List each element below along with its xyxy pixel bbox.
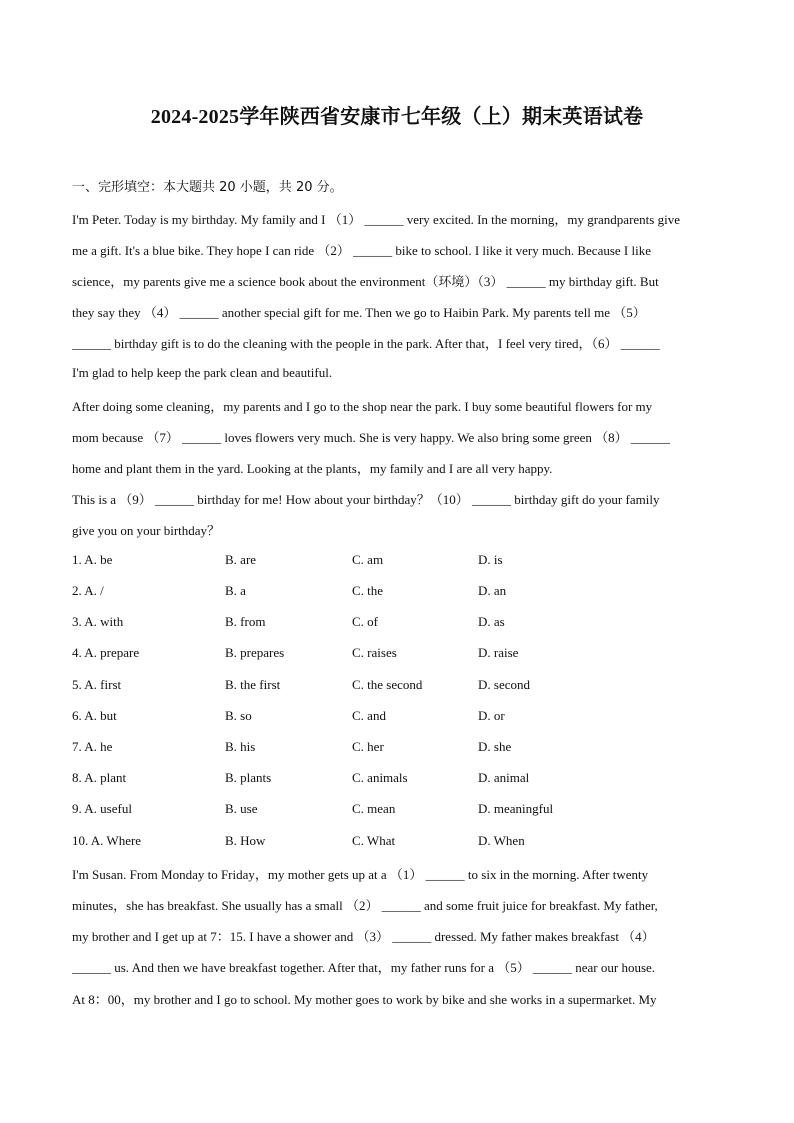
passage-line: me a gift. It's a blue bike. They hope I can ride （2） ______ bike to school. I like it very much. Because I like: [72, 243, 652, 258]
passage-line: science，my parents give me a science book about the environment（环境）（3） ______ my birthday gift. But: [72, 274, 659, 289]
option-d: D. as: [478, 614, 505, 629]
option-b: B. so: [225, 708, 252, 723]
passage-line: mom because （7） ______ loves flowers very much. She is very happy. We also bring some green （8） ______: [72, 430, 670, 445]
passage-line: I'm Susan. From Monday to Friday，my mother gets up at a （1） ______ to six in the morning. After twenty: [72, 867, 649, 882]
option-b: B. plants: [225, 770, 272, 785]
option-d: D. meaningful: [478, 801, 554, 816]
option-a: 1. A. be: [72, 552, 113, 567]
option-c: C. of: [352, 614, 378, 629]
passage-line: ______ birthday gift is to do the cleaning with the people in the park. After that，I feel very tired，（6） ______: [72, 336, 660, 351]
option-b: B. his: [225, 739, 256, 754]
option-a: 6. A. but: [72, 708, 117, 723]
passage-line: home and plant them in the yard. Looking at the plants，my family and I are all very happy.: [72, 461, 553, 476]
option-c: C. and: [352, 708, 386, 723]
option-d: D. is: [478, 552, 503, 567]
option-b: B. the first: [225, 677, 281, 692]
passage-line: my brother and I get up at 7：15. I have a shower and （3） ______ dressed. My father makes breakfast （4）: [72, 929, 655, 944]
option-c: C. raises: [352, 645, 397, 660]
option-c: C. What: [352, 833, 396, 848]
passage-line: they say they （4） ______ another special gift for me. Then we go to Haibin Park. My parents tell me （5）: [72, 305, 646, 320]
option-c: C. the: [352, 583, 384, 598]
option-a: 9. A. useful: [72, 801, 132, 816]
option-b: B. prepares: [225, 645, 285, 660]
option-a: 10. A. Where: [72, 833, 142, 848]
option-b: B. use: [225, 801, 258, 816]
option-a: 2. A. /: [72, 583, 104, 598]
option-a: 5. A. first: [72, 677, 122, 692]
passage-line: give you on your birthday？: [72, 523, 221, 538]
option-c: C. the second: [352, 677, 423, 692]
option-a: 4. A. prepare: [72, 645, 140, 660]
passage-line: This is a （9） ______ birthday for me! How about your birthday？（10） ______ birthday gift do your family: [72, 492, 660, 507]
passage-line: ______ us. And then we have breakfast together. After that，my father runs for a （5） ______ near our house.: [72, 960, 656, 975]
option-c: C. her: [352, 739, 384, 754]
option-b: B. from: [225, 614, 266, 629]
passage-line: I'm glad to help keep the park clean and beautiful.: [72, 365, 333, 380]
option-d: D. or: [478, 708, 505, 723]
section-heading: 一、完形填空：本大题共 20 小题，共 20 分。: [72, 180, 343, 195]
option-d: D. she: [478, 739, 512, 754]
option-b: B. are: [225, 552, 257, 567]
passage-line: After doing some cleaning，my parents and I go to the shop near the park. I buy some beautiful flowers for my: [72, 399, 653, 414]
passage-line: minutes，she has breakfast. She usually has a small （2） ______ and some fruit juice for breakfast. My father,: [72, 898, 658, 913]
option-a: 3. A. with: [72, 614, 124, 629]
option-c: C. mean: [352, 801, 396, 816]
option-b: B. a: [225, 583, 246, 598]
page-title: 2024-2025学年陕西省安康市七年级（上）期末英语试卷: [150, 106, 644, 128]
option-d: D. second: [478, 677, 530, 692]
option-b: B. How: [225, 833, 266, 848]
passage-line: At 8：00，my brother and I go to school. My mother goes to work by bike and she works in a supermarket. My: [72, 992, 657, 1007]
option-c: C. animals: [352, 770, 408, 785]
option-c: C. am: [352, 552, 384, 567]
option-a: 8. A. plant: [72, 770, 127, 785]
option-a: 7. A. he: [72, 739, 113, 754]
option-d: D. When: [478, 833, 525, 848]
passage-line: I'm Peter. Today is my birthday. My family and I （1） ______ very excited. In the morning，my grandparents give: [72, 212, 680, 227]
option-d: D. an: [478, 583, 507, 598]
option-d: D. raise: [478, 645, 519, 660]
option-d: D. animal: [478, 770, 530, 785]
